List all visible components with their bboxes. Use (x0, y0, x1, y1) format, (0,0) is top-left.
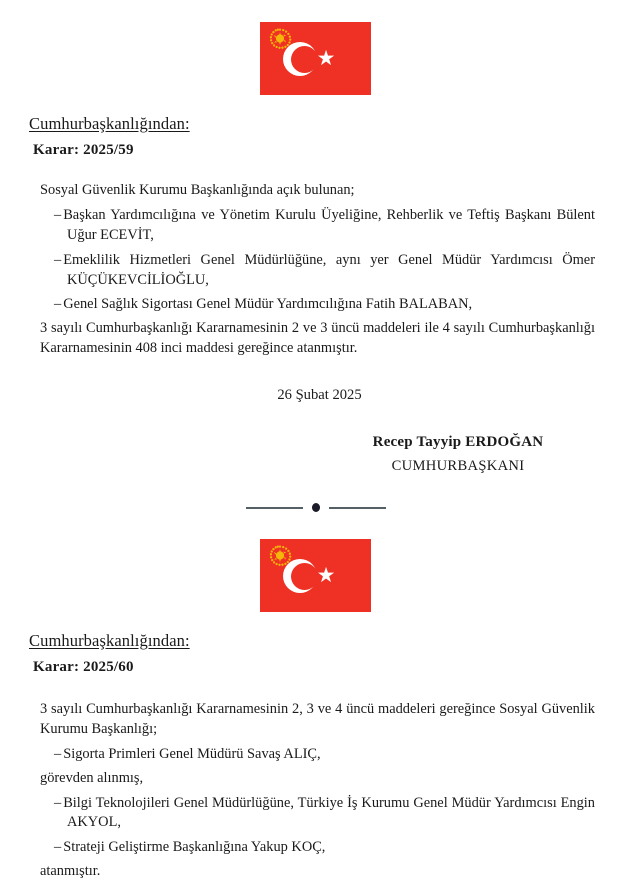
decree-2-intro: 3 sayılı Cumhurbaşkanlığı Kararnamesinin 2, 3 ve 4 üncü maddeleri gereğince Sosyal Güvenlik Kurumu Başkanlığı; (40, 701, 595, 737)
decree-1-signature-title: CUMHURBAŞKANI (391, 458, 525, 474)
decree-1-item-0-text: Başkan Yardımcılığına ve Yönetim Kurulu Üyeliğine, Rehberlik ve Teftiş Başkanı Bülent Uğur ECEVİT, (63, 206, 595, 243)
decree-2-item-1-text: Sigorta Primleri Genel Müdürü Savaş ALIÇ, (63, 745, 321, 762)
decision-number-1: Karar: 2025/59 (33, 142, 134, 158)
decree-1-item-1-text: Emeklilik Hizmetleri Genel Müdürlüğüne, aynı yer Genel Müdür Yardımcısı Ömer KÜÇÜKEVCİLİOĞLU, (63, 251, 595, 288)
list-dash-icon: – (54, 745, 64, 762)
issuer-heading-2: Cumhurbaşkanlığından: (29, 631, 190, 650)
decree-1-item-1 (40, 251, 595, 291)
flag-star-icon: ★ (316, 563, 336, 587)
decree-body-2 (40, 700, 595, 882)
decree-2-item-1 (40, 745, 595, 765)
decree-2-mid-text: görevden alınmış, (40, 769, 144, 786)
list-dash-icon: – (54, 206, 64, 223)
decision-number-2: Karar: 2025/60 (33, 659, 134, 675)
separator-rule-left (246, 507, 303, 509)
flag-star-icon: ★ (316, 46, 336, 70)
decree-2-item-2-text: Bilgi Teknolojileri Genel Müdürlüğüne, Türkiye İş Kurumu Genel Müdür Yardımcısı Engin AKYOL, (63, 794, 595, 831)
flag-container-bottom (0, 512, 631, 612)
decree-1-date: 26 Şubat 2025 (277, 387, 362, 403)
flag-container-top (0, 0, 631, 95)
decree-1-signature-name: Recep Tayyip ERDOĞAN (372, 434, 544, 450)
crescent-inner-shape (291, 46, 318, 73)
decree-2-closing: atanmıştır. (40, 863, 101, 880)
crescent-inner-shape (291, 563, 318, 590)
decree-body-1 (40, 181, 595, 359)
separator-dot (312, 503, 320, 512)
turkish-flag-bottom (260, 539, 371, 612)
decree-1-item-0 (40, 206, 595, 246)
decree-1-intro: Sosyal Güvenlik Kurumu Başkanlığında açık bulunan; (40, 182, 355, 198)
separator-rule-right (329, 507, 386, 509)
decree-1-closing: 3 sayılı Cumhurbaşkanlığı Kararnamesinin 2 ve 3 üncü maddeleri ile 4 sayılı Cumhurbaşkanlığı Kararnamesinin 408 inci maddesi gereğince atanmıştır. (40, 320, 595, 357)
decree-2-item-3 (40, 838, 595, 858)
list-dash-icon: – (54, 251, 64, 268)
decree-2-item-2 (40, 794, 595, 834)
list-dash-icon: – (54, 794, 64, 811)
decree-2-item-3-text: Strateji Geliştirme Başkanlığına Yakup KOÇ, (63, 839, 326, 856)
list-dash-icon: – (54, 296, 64, 313)
turkish-flag-top (260, 22, 371, 95)
decree-1-item-2-text: Genel Sağlık Sigortası Genel Müdür Yardımcılığına Fatih BALABAN, (63, 296, 473, 313)
decree-1-item-2 (40, 295, 595, 315)
issuer-heading-1: Cumhurbaşkanlığından: (29, 114, 190, 133)
list-dash-icon: – (54, 839, 64, 856)
section-separator (0, 503, 631, 512)
